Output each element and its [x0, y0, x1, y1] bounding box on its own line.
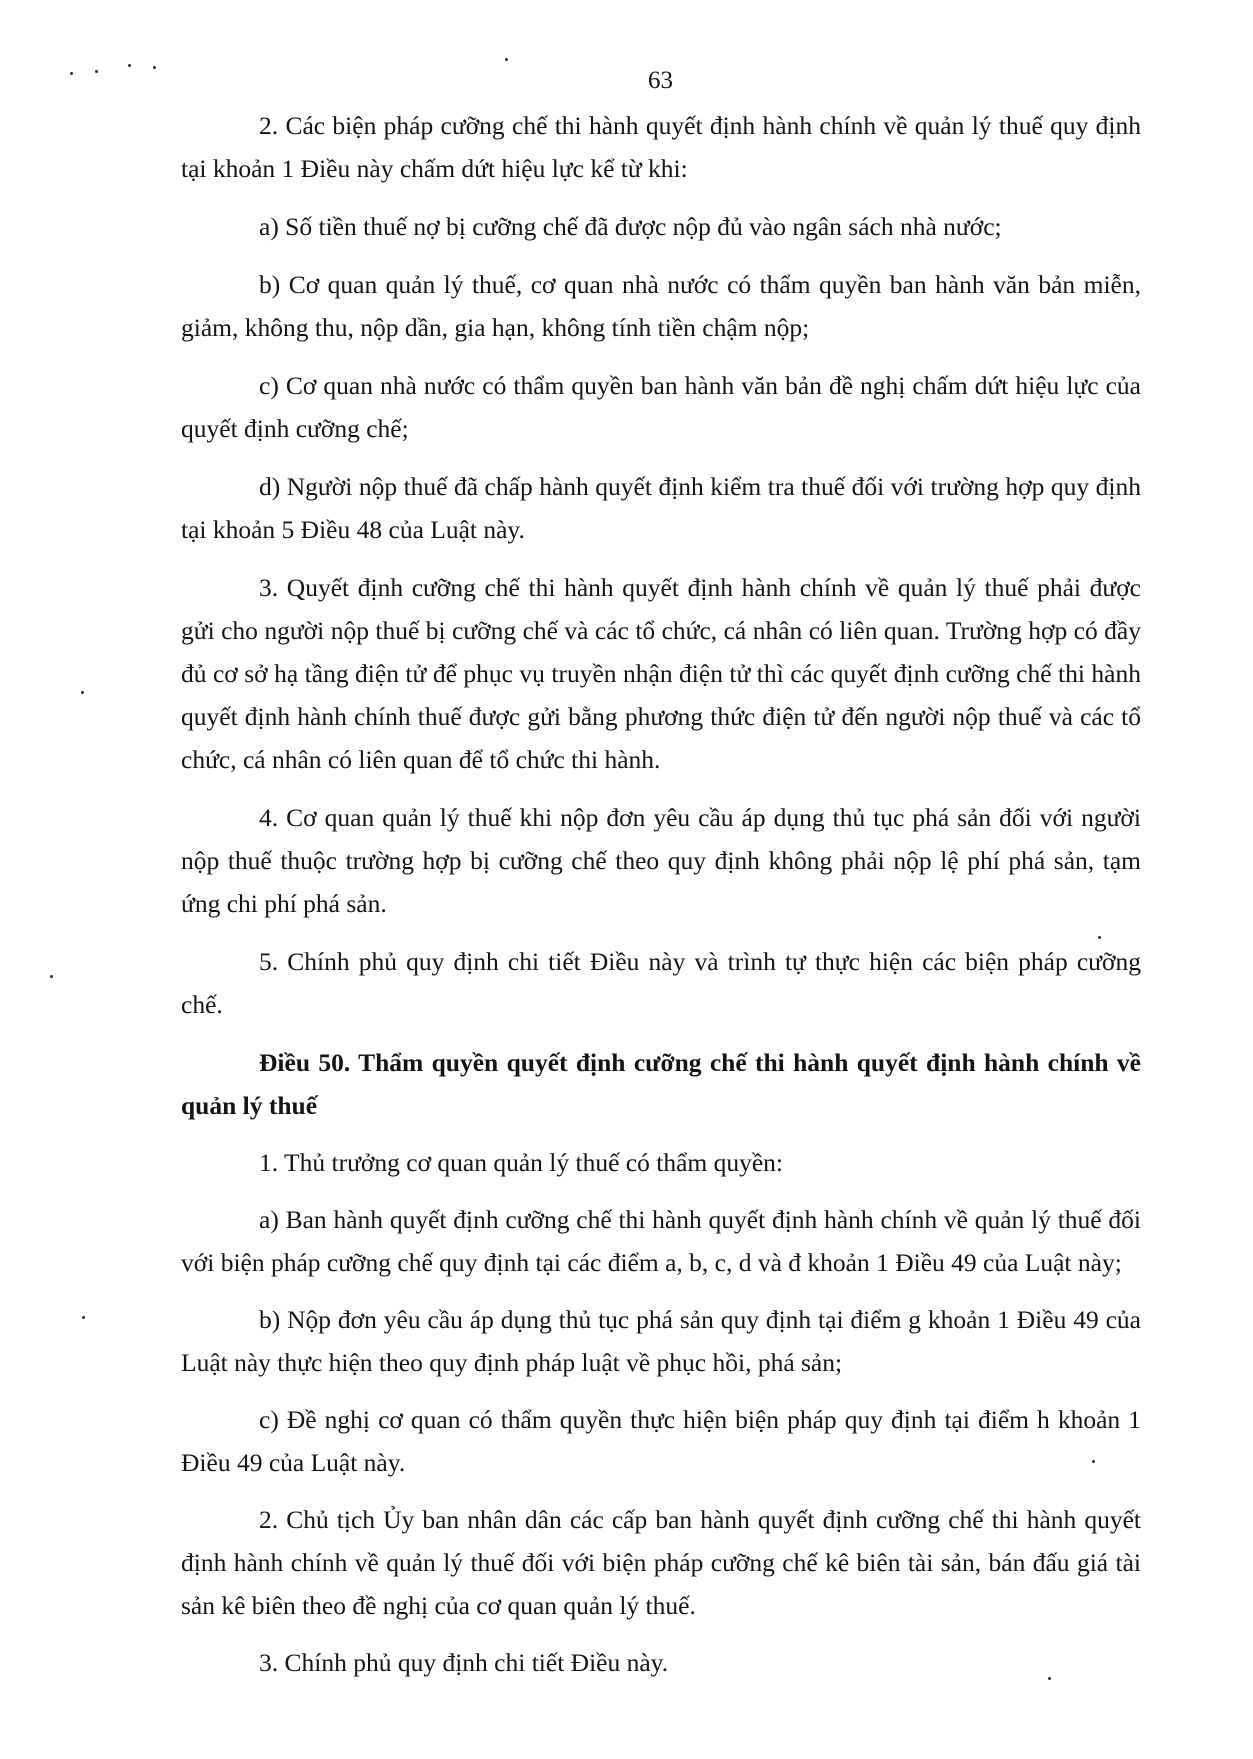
scan-speck: [153, 66, 156, 69]
paragraph: 1. Thủ trưởng cơ quan quản lý thuế có thẩm quyền:: [259, 1148, 784, 1177]
scan-speck: [95, 70, 98, 73]
paragraph: 2. Chủ tịch Ủy ban nhân dân các cấp ban hành quyết định cưỡng chế thi hành quyết định hành chính về quản lý thuế đối với biện pháp cưỡng chế kê biên tài sản, bán đấu giá tài sản kê biên theo đề nghị của cơ quan quản lý thuế.: [181, 1505, 1141, 1620]
paragraph: d) Người nộp thuế đã chấp hành quyết định kiểm tra thuế đối với trường hợp quy định tại khoản 5 Điều 48 của Luật này.: [181, 472, 1141, 544]
scan-speck: [505, 58, 508, 61]
paragraph: 2. Các biện pháp cưỡng chế thi hành quyết định hành chính về quản lý thuế quy định tại khoản 1 Điều này chấm dứt hiệu lực kể từ khi:: [181, 111, 1141, 183]
paragraph: b) Nộp đơn yêu cầu áp dụng thủ tục phá sản quy định tại điểm g khoản 1 Điều 49 của Luật này thực hiện theo quy định pháp luật về phục hồi, phá sản;: [181, 1305, 1141, 1377]
scan-speck: [128, 64, 131, 67]
document-body: [181, 104, 1141, 1698]
paragraph: 3. Chính phủ quy định chi tiết Điều này.: [259, 1648, 669, 1677]
article-heading: Điều 50. Thẩm quyền quyết định cưỡng chế thi hành quyết định hành chính về quản lý thuế: [181, 1048, 1141, 1120]
scan-speck: [50, 975, 53, 978]
paragraph: 4. Cơ quan quản lý thuế khi nộp đơn yêu cầu áp dụng thủ tục phá sản đối với người nộp thuế thuộc trường hợp bị cưỡng chế theo quy định không phải nộp lệ phí phá sản, tạm ứng chi phí phá sản.: [181, 803, 1141, 918]
paragraph: a) Số tiền thuế nợ bị cưỡng chế đã được nộp đủ vào ngân sách nhà nước;: [259, 212, 1002, 241]
paragraph: 5. Chính phủ quy định chi tiết Điều này và trình tự thực hiện các biện pháp cưỡng chế.: [181, 947, 1141, 1019]
scan-speck: [81, 691, 84, 694]
paragraph: c) Cơ quan nhà nước có thẩm quyền ban hành văn bản đề nghị chấm dứt hiệu lực của quyết định cưỡng chế;: [181, 371, 1141, 443]
page-number: 63: [648, 67, 673, 94]
paragraph: 3. Quyết định cưỡng chế thi hành quyết định hành chính về quản lý thuế phải được gửi cho người nộp thuế bị cưỡng chế và các tổ chức, cá nhân có liên quan. Trường hợp có đầy đủ cơ sở hạ tầng điện tử để phục vụ truyền nhận điện tử thì các quyết định cưỡng chế thi hành quyết định hành chính thuế được gửi bằng phương thức điện tử đến người nộp thuế và các tổ chức, cá nhân có liên quan để tổ chức thi hành.: [181, 573, 1141, 774]
paragraph: a) Ban hành quyết định cưỡng chế thi hành quyết định hành chính về quản lý thuế đối với biện pháp cưỡng chế quy định tại các điểm a, b, c, d và đ khoản 1 Điều 49 của Luật này;: [181, 1205, 1141, 1277]
paragraph: b) Cơ quan quản lý thuế, cơ quan nhà nước có thẩm quyền ban hành văn bản miễn, giảm, không thu, nộp dần, gia hạn, không tính tiền chậm nộp;: [181, 270, 1141, 342]
scan-speck: [70, 72, 73, 75]
paragraph: c) Đề nghị cơ quan có thẩm quyền thực hiện biện pháp quy định tại điểm h khoản 1 Điều 49 của Luật này.: [181, 1405, 1141, 1477]
scan-speck: [82, 1316, 85, 1319]
